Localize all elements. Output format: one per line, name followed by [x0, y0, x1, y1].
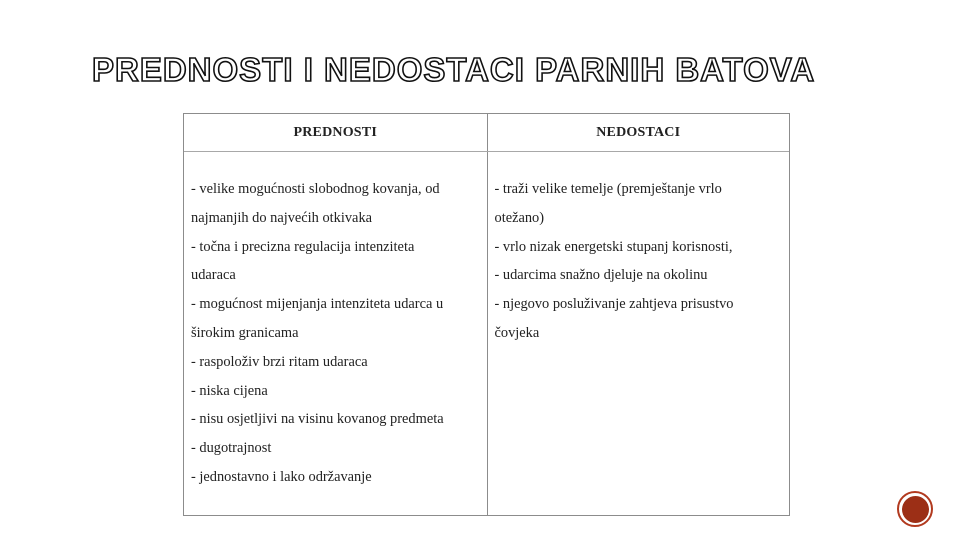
prednosti-item: - velike mogućnosti slobodnog kovanja, od najmanjih do najvećih otkivaka — [191, 181, 440, 226]
prednosti-item: - nisu osjetljivi na visinu kovanog predmeta — [191, 411, 444, 428]
prednosti-item: - točna i precizna regulacija intenziteta udaraca — [191, 238, 415, 284]
prednosti-cell — [184, 152, 487, 515]
prednosti-item: - mogućnost mijenjanja intenziteta udarca u širokim granicama — [191, 296, 444, 341]
table-header-row — [184, 114, 789, 152]
header-nedostaci: NEDOSTACI — [487, 114, 790, 151]
prednosti-item: - jednostavno i lako održavanje — [191, 468, 372, 485]
prednosti-item: - niska cijena — [191, 382, 268, 399]
nedostaci-item: - traži velike temelje (premještanje vrlo otežano) — [494, 181, 722, 226]
nedostaci-item: - udarcima snažno djeluje na okolinu — [494, 267, 708, 284]
table-body-row — [184, 152, 789, 515]
prednosti-item: - raspoloživ brzi ritam udaraca — [191, 353, 368, 370]
nedostaci-item: - njegovo posluživanje zahtjeva prisustvo čovjeka — [494, 296, 734, 341]
prednosti-item: - dugotrajnost — [191, 440, 272, 457]
page-number-badge — [897, 491, 933, 527]
header-prednosti: PREDNOSTI — [293, 124, 377, 140]
comparison-table — [183, 113, 790, 516]
nedostaci-item: - vrlo nizak energetski stupanj korisnosti, — [494, 238, 733, 255]
page-number-badge-icon — [902, 496, 929, 523]
slide-title: PREDNOSTI I NEDOSTACI PARNIH BATOVA — [92, 51, 816, 88]
nedostaci-cell — [487, 152, 790, 515]
